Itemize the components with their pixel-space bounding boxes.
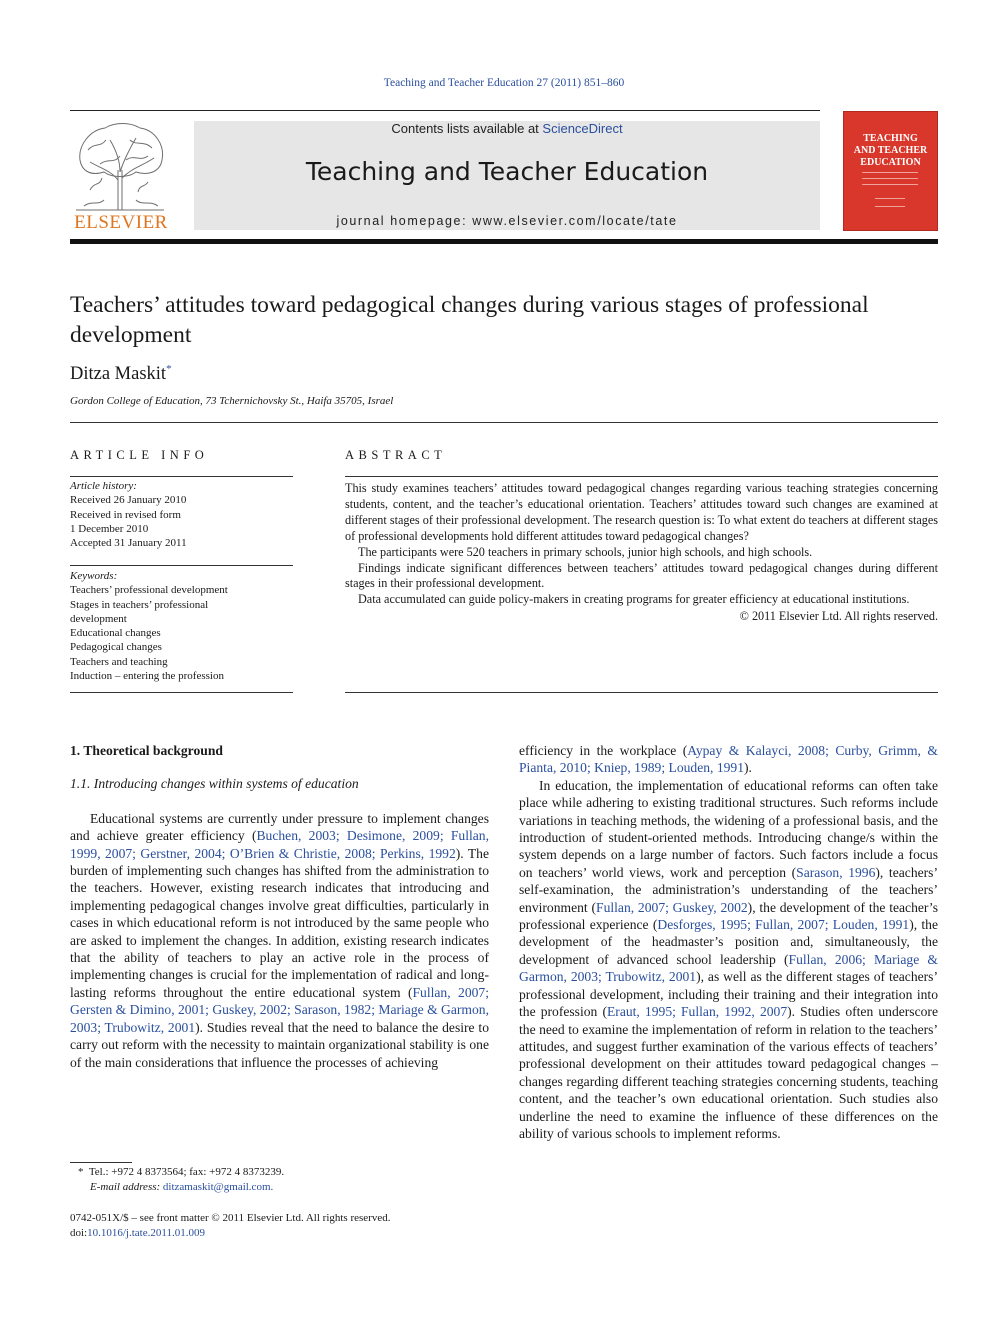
- journal-title: Teaching and Teacher Education: [305, 157, 709, 186]
- cover-title-line: EDUCATION: [860, 157, 921, 168]
- keyword: Teachers and teaching: [70, 655, 168, 668]
- footnote-rule: [70, 1162, 132, 1163]
- masthead-rule: [70, 239, 938, 244]
- history-item: Received 26 January 2010: [70, 494, 187, 507]
- divider: [345, 692, 938, 693]
- citation-link[interactable]: Fullan, 2007; Guskey, 2002: [596, 899, 748, 915]
- divider: [345, 476, 938, 477]
- body-text: ), the development of the headmaster’s position and, simultaneously, the development of advanced school leadership (: [519, 917, 938, 967]
- author-text: Ditza Maskit: [70, 364, 167, 385]
- abstract-paragraph: This study examines teachers’ attitudes toward pedagogical changes regarding various teaching strategies concerning students, content, and the teacher’s educational orientation. Teachers’ attitudes toward such changes are examined at different stages of their professional development. The research question is: To what extent do teachers at different stages of professional developments hold different attitudes toward pedagogical changes?: [345, 481, 938, 543]
- body-text: ), as well as the different stages of teachers’ professional development, including their training and their integration into the profession (: [519, 969, 938, 1020]
- cover-decoration: [862, 184, 918, 185]
- cover-title-line: TEACHING: [863, 133, 918, 144]
- sciencedirect-link[interactable]: ScienceDirect: [542, 121, 623, 136]
- abstract-paragraph: Findings indicate significant differences between teachers’ attitudes toward pedagogical changes during different stages in their professional development.: [345, 560, 938, 591]
- header-rule: [70, 110, 820, 111]
- body-column-left: [70, 742, 489, 1071]
- history-item: Accepted 31 January 2011: [70, 537, 187, 550]
- citation-link[interactable]: Fullan, 2006; Mariage & Garmon, 2003; Trubowitz, 2001: [519, 951, 938, 985]
- body-paragraph-continued: [519, 742, 938, 777]
- subsection-title: 1.1. Introducing changes within systems of education: [70, 776, 359, 792]
- journal-homepage[interactable]: journal homepage: www.elsevier.com/locate/tate: [336, 214, 678, 228]
- body-text: ).: [744, 760, 752, 776]
- doi-line: [70, 1226, 390, 1241]
- keyword: development: [70, 612, 127, 625]
- abstract-paragraph: The participants were 520 teachers in primary schools, junior high schools, and high schools.: [358, 544, 813, 559]
- keyword: Induction – entering the profession: [70, 670, 224, 683]
- body-text: ), the development of the teacher’s professional experience (: [519, 899, 938, 933]
- section-title: 1. Theoretical background: [70, 743, 223, 758]
- article-history: [70, 479, 293, 550]
- divider: [70, 565, 293, 566]
- author-affiliation: Gordon College of Education, 73 Tchernichovsky St., Haifa 35705, Israel: [70, 395, 394, 407]
- doi-link[interactable]: 10.1016/j.tate.2011.01.009: [87, 1227, 205, 1239]
- keyword: Educational changes: [70, 627, 161, 640]
- keyword: Pedagogical changes: [70, 641, 162, 654]
- abstract-body: [345, 481, 938, 625]
- history-item: Received in revised form: [70, 508, 181, 521]
- abstract-heading: ABSTRACT: [345, 448, 447, 462]
- footnote-mark: *: [78, 1166, 84, 1178]
- elsevier-wordmark: ELSEVIER: [74, 212, 168, 233]
- body-text: ). Studies reveal that the need to balance the desire to carry out reform with the necessity to maintain organizational stability is one of the main considerations that influence the processes of achieving: [70, 1019, 489, 1070]
- doi-label: doi:: [70, 1227, 88, 1239]
- keyword: Stages in teachers’ professional: [70, 598, 209, 611]
- article-info-heading: ARTICLE INFO: [70, 448, 209, 462]
- citation-link[interactable]: Fullan, 2007; Gersten & Dimino, 2001; Guskey, 2002; Sarason, 1982; Mariage & Garmon, 2003; Trubowitz, 2001: [70, 984, 489, 1035]
- citation-link[interactable]: Aypay & Kalayci, 2008; Curby, Grimm, & Pianta, 2010; Kniep, 1989; Louden, 1991: [519, 743, 938, 776]
- cover-decoration: [875, 206, 905, 207]
- contents-prefix: Contents lists available at: [391, 121, 543, 136]
- email-link[interactable]: ditzamaskit@gmail.com.: [162, 1181, 274, 1193]
- body-text: ). Studies often underscore the need to examine the implementation of reform in relation to the teachers’ attitudes, and suggest further examination of the various effects of teachers’ professional development on their attitudes toward pedagogical changes – changes regarding different teaching strategies concerning students, teaching content, and the teacher’s own educational orientation. Such studies also underline the need to examine the influence of these differences on the ability of various schools to implement reforms.: [519, 1004, 938, 1141]
- body-text: ). The burden of implementing such changes has shifted from the administration to the teachers. However, existing research indicates that introducing and implementing pedagogical changes involve great difficulties, particularly in cases in which educational reform is not introduced by the same people who are asked to implement the changes. In addition, existing research indicates that the ability of teachers to play an active role in the process of implementing changes is crucial for the implementation of radical and long-lasting reforms throughout the entire educational system (: [70, 845, 489, 1000]
- keywords-list: [70, 569, 293, 683]
- copyright-notice: © 2011 Elsevier Ltd. All rights reserved.: [739, 609, 938, 624]
- body-paragraph: [519, 777, 938, 1143]
- author-name: [70, 363, 172, 385]
- body-text: In education, the implementation of educational reforms can often take place while adhering to existing traditional structures. Such reforms include variations in teaching methods, the widening of a professional basis, and the introduction of student-oriented methods. Introducing change/s within the system depends on a large number of factors. Such factors include a focus on teachers’ world views, work and perception (: [519, 777, 938, 880]
- footnote-email: [70, 1180, 489, 1195]
- divider: [70, 422, 938, 423]
- journal-citation[interactable]: Teaching and Teacher Education 27 (2011) 851–860: [383, 77, 625, 89]
- body-text: Educational systems are currently under pressure to implement changes and achieve greater efficiency (: [70, 810, 489, 844]
- body-text: ), teachers’ self-examination, the administration’s understanding of the teachers’ environment (: [519, 864, 938, 915]
- contents-available-line: [194, 121, 820, 136]
- abstract-paragraph: Data accumulated can guide policy-makers in creating programs for greater efficiency at educational institutions.: [358, 592, 910, 607]
- author-footnote-mark[interactable]: *: [166, 363, 172, 375]
- author-footnote: [70, 1165, 489, 1195]
- citation-link[interactable]: Sarason, 1996: [796, 864, 876, 880]
- cover-decoration: [875, 198, 905, 199]
- keyword: Teachers’ professional development: [70, 584, 228, 597]
- keywords-label: Keywords:: [70, 570, 118, 582]
- issn-line: 0742-051X/$ – see front matter © 2011 Elsevier Ltd. All rights reserved.: [70, 1212, 391, 1224]
- email-label: E-mail address:: [90, 1181, 161, 1193]
- divider: [70, 692, 293, 693]
- citation-link[interactable]: Eraut, 1995; Fullan, 1992, 2007: [606, 1004, 788, 1020]
- journal-cover-image: [843, 111, 938, 231]
- cover-title: [843, 133, 938, 169]
- front-matter-notice: [70, 1211, 390, 1241]
- history-label: Article history:: [70, 480, 137, 492]
- footnote-contact-text: Tel.: +972 4 8373564; fax: +972 4 8373239.: [88, 1166, 285, 1178]
- footnote-contact: [70, 1165, 489, 1180]
- citation-link[interactable]: Desforges, 1995; Fullan, 2007; Louden, 1991: [657, 917, 910, 933]
- body-text: efficiency in the workplace (: [519, 743, 688, 758]
- divider: [70, 476, 293, 477]
- history-item: 1 December 2010: [70, 522, 149, 535]
- cover-decoration: [862, 172, 918, 173]
- body-paragraph: [70, 810, 489, 1071]
- cover-decoration: [862, 178, 918, 179]
- article-title: Teachers’ attitudes toward pedagogical changes during various stages of professional development: [70, 292, 869, 348]
- body-column-right: [519, 742, 938, 1142]
- cover-title-line: AND TEACHER: [853, 145, 928, 156]
- citation-link[interactable]: Buchen, 2003; Desimone, 2009; Fullan, 1999, 2007; Gerstner, 2004; O’Brien & Christie, 2008; Perkins, 1992: [70, 828, 489, 861]
